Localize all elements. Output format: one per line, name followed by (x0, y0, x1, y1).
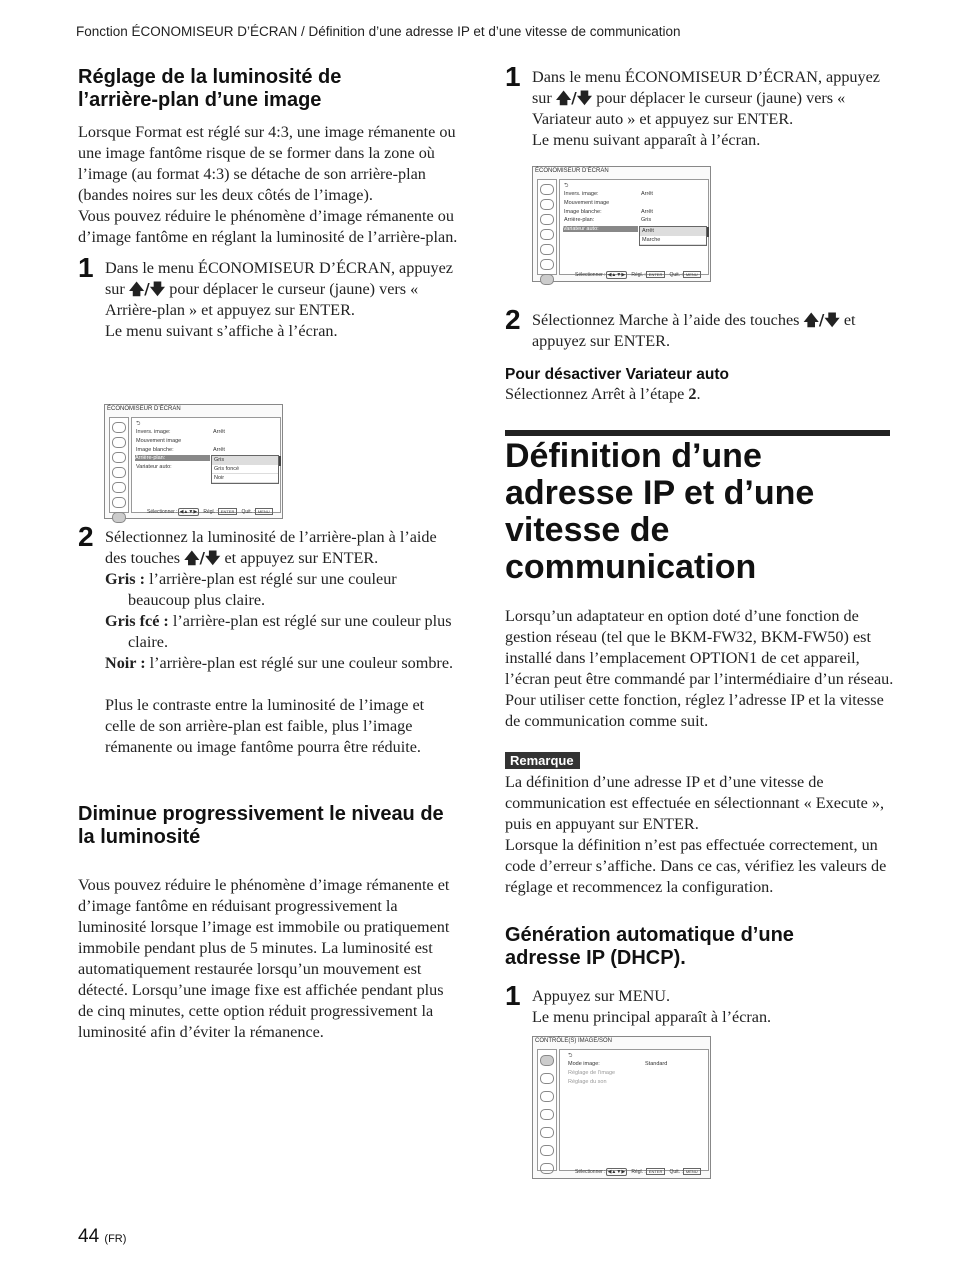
step-result: Le menu suivant s’affiche à l’écran. (105, 322, 338, 340)
running-header: Fonction ÉCONOMISEUR D’ÉCRAN / Définition d’une adresse IP et d’une vitesse de communication (76, 24, 681, 39)
step-result: Le menu principal apparaît à l’écran. (532, 1008, 772, 1026)
step-text-continued: et appuyez sur ENTER. (532, 311, 856, 350)
osd-row-value: Arrêt (641, 209, 653, 215)
up-down-arrows-icon: 🡅/🡇 (555, 89, 593, 107)
osd-row-label: Mode image: (568, 1061, 600, 1067)
screensaver-icon (540, 1163, 554, 1174)
setup-icon (540, 229, 554, 240)
remark-text-2: Lorsque la définition n’est pas effectuée correctement, un code d’erreur s’affiche. Dans ce cas, vérifiez les valeurs de réglage et recommencez la configuration. (505, 836, 887, 896)
osd-row-value: Arrêt (213, 447, 225, 453)
step-number: 2 (78, 521, 94, 552)
dimming-paragraph: Vous pouvez réduire le phénomène d’image rémanente et d’image fantôme en réduisant progressivement la luminosité lorsque l’image est immobile ou pratiquement immobile pendant plus de 5 minutes. La luminosité est automatiquement restaurée lorsqu’un mouvement est détecté. Lorsqu’une image fixe est affichée pendant plus de cinq minutes, cette option réduit progressivement la luminosité afin d’éviter la rémanence. (78, 876, 450, 1041)
step-number: 1 (78, 252, 94, 283)
ip-intro-paragraph: Lorsqu’un adaptateur en option doté d’une fonction de gestion réseau (tel que le BKM-FW32, BKM-FW50) est installé dans l’emplacement OPTION1 de cet appareil, l’écran peut être commandé par l’intermédiaire d’un réseau. Pour utiliser cette fonction, réglez l’adresse IP et la vitesse de communication comme suit. (505, 607, 894, 730)
direction-keys-icon: ◀▲▼▶ (179, 509, 198, 515)
osd-options-popup (639, 226, 707, 246)
section-heading-dimming: Diminue progressivement le niveau de la luminosité (78, 803, 444, 848)
osd-row-value: Arrêt (641, 191, 653, 197)
clock-icon (112, 497, 126, 508)
note-heading: Pour désactiver Variateur auto (505, 366, 729, 383)
right-step-1 (505, 61, 890, 151)
section-heading-background: Réglage de la luminosité de l’arrière-plan d’une image (78, 66, 342, 111)
osd-row-selected: Variateur auto: (563, 226, 638, 232)
clock-icon (540, 1145, 554, 1156)
osd-footer: Sélectionner : ◀▲▼▶ Régl. : ENTER Quit. : MENU (575, 1168, 701, 1176)
screen-icon (112, 452, 126, 463)
section-ip-settings (505, 438, 895, 1028)
page-number: 44 (FR) (78, 1226, 127, 1247)
osd-row-value: Arrêt (213, 429, 225, 435)
step-text-continued: pour déplacer le curseur (jaune) vers « Arrière-plan » et appuyez sur ENTER. (105, 280, 419, 319)
osd-title: ÉCONOMISEUR D’ÉCRAN (107, 406, 181, 412)
left-column (78, 60, 458, 342)
intro-paragraph-1: Lorsque Format est réglé sur 4:3, une image rémanente ou une image fantôme risque de se former dans la zone où l’image (au format 4:3) se détache de son arrière-plan (bandes noires sur les deux côtés de l’image). (78, 123, 456, 204)
osd-screen-economizer-background (104, 404, 283, 519)
step-text: Sélectionnez Marche à l’aide des touches (532, 311, 800, 329)
osd-row-label: Invers. image: (564, 191, 599, 197)
osd-scrollbar (707, 227, 709, 237)
section-dimming (78, 803, 458, 1043)
step-number: 1 (505, 980, 521, 1011)
intro-paragraph-2: Vous pouvez réduire le phénomène d’image rémanente ou d’image fantôme en réglant la luminosité de l’arrière-plan. (78, 207, 458, 246)
back-icon: ⮌ (564, 183, 569, 189)
osd-row-label: Arrière-plan: (564, 217, 595, 223)
osd-pane (559, 179, 709, 275)
screen-icon (540, 1091, 554, 1102)
osd-row-label: Réglage de l’image (568, 1070, 616, 1076)
osd-icon-column (537, 179, 557, 275)
osd-screen-picture-sound (532, 1036, 711, 1179)
osd-pane (131, 417, 281, 513)
picture-icon (540, 1055, 554, 1066)
osd-pane (559, 1049, 709, 1171)
osd-icon-column (109, 417, 129, 513)
definition-gris-fonce: Gris fcé : l’arrière-plan est réglé sur une couleur plus claire. (105, 612, 452, 651)
osd-row-label: Mouvement image (136, 438, 182, 444)
step-text: Appuyez sur MENU. (532, 987, 671, 1005)
definition-noir: Noir : l’arrière-plan est réglé sur une couleur sombre. (105, 654, 454, 672)
step-number: 1 (505, 61, 521, 92)
dhcp-heading: Génération automatique d’une adresse IP (DHCP). (505, 924, 794, 969)
osd-title: ÉCONOMISEUR D’ÉCRAN (535, 168, 609, 174)
back-icon: ⮌ (568, 1053, 573, 1059)
step-text: Dans le menu ÉCONOMISEUR D’ÉCRAN, appuyez sur (532, 68, 880, 107)
osd-footer: Sélectionner : ◀▲▼▶ Régl. : ENTER Quit. : MENU (147, 508, 273, 516)
step-1-background (78, 252, 458, 342)
remark-text-1: La définition d’une adresse IP et d’une vitesse de communication est effectuée en sélectionnant « Execute », puis en appuyant sur ENTER. (505, 773, 885, 833)
section-rule (505, 430, 890, 436)
step-text-continued: pour déplacer le curseur (jaune) vers « Variateur auto » et appuyez sur ENTER. (532, 89, 846, 128)
osd-screen-auto-dimmer (532, 166, 711, 282)
sound-icon (112, 437, 126, 448)
osd-option: Marche (640, 236, 706, 245)
step-text: Sélectionnez la luminosité de l’arrière-plan à l’aide des touches (105, 528, 437, 567)
osd-option: Noir (212, 474, 278, 483)
option-icon (540, 244, 554, 255)
osd-row-selected: Arrière-plan: (135, 455, 210, 461)
note-text: Sélectionnez Arrêt à l’étape 2. (505, 385, 701, 403)
screensaver-icon (112, 512, 126, 523)
sound-icon (540, 199, 554, 210)
right-step-2 (505, 304, 890, 405)
page-title: Définition d’une adresse IP et d’une vitesse de communication (505, 437, 815, 586)
osd-option: Gris foncé (212, 465, 278, 474)
contrast-paragraph: Plus le contraste entre la luminosité de l’image et celle de son arrière-plan est faible, plus l’image rémanente ou image fantôme pourra être réduite. (105, 696, 425, 756)
osd-option: Arrêt (640, 227, 706, 236)
back-icon: ⮌ (136, 421, 141, 427)
up-down-arrows-icon: 🡅/🡇 (803, 311, 840, 329)
osd-row-label: Réglage du son (568, 1079, 607, 1085)
screen-icon (540, 214, 554, 225)
up-down-arrows-icon: 🡅/🡇 (184, 549, 221, 567)
step-result: Le menu suivant apparaît à l’écran. (532, 131, 761, 149)
picture-icon (112, 422, 126, 433)
direction-keys-icon: ◀▲▼▶ (607, 1169, 626, 1175)
clock-icon (540, 259, 554, 270)
osd-footer: Sélectionner : ◀▲▼▶ Régl. : ENTER Quit. : MENU (575, 271, 701, 279)
osd-option: Gris (212, 456, 278, 465)
up-down-arrows-icon: 🡅/🡇 (128, 280, 166, 298)
osd-row-label: Image blanche: (564, 209, 602, 215)
setup-icon (112, 467, 126, 478)
osd-row-label: Mouvement image (564, 200, 610, 206)
setup-icon (540, 1109, 554, 1120)
osd-row-value: Gris (641, 217, 652, 223)
step-2-background (78, 521, 458, 758)
osd-row-label: Invers. image: (136, 429, 171, 435)
picture-icon (540, 184, 554, 195)
dhcp-step-1 (505, 980, 895, 1028)
option-icon (112, 482, 126, 493)
option-icon (540, 1127, 554, 1138)
osd-options-popup (211, 455, 279, 484)
osd-scrollbar (279, 456, 281, 466)
direction-keys-icon: ◀▲▼▶ (607, 272, 626, 278)
sound-icon (540, 1073, 554, 1084)
remark-badge: Remarque (505, 752, 580, 769)
step-number: 2 (505, 304, 521, 335)
osd-row-label: Image blanche: (136, 447, 174, 453)
osd-icon-column (537, 1049, 557, 1171)
definition-gris: Gris : l’arrière-plan est réglé sur une couleur beaucoup plus claire. (105, 570, 397, 609)
screensaver-icon (540, 274, 554, 285)
step-text: Dans le menu ÉCONOMISEUR D’ÉCRAN, appuyez sur (105, 259, 453, 298)
osd-row-label: Variateur auto: (136, 464, 172, 470)
osd-title: CONTRÔLE(S) IMAGE/SON (535, 1038, 613, 1044)
step-text-continued: et appuyez sur ENTER. (224, 549, 379, 567)
osd-row-value: Standard (645, 1061, 668, 1067)
